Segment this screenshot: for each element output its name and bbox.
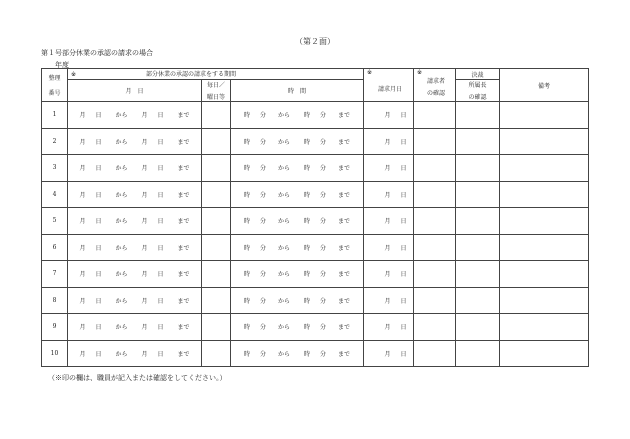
row-number: 9 <box>42 314 68 341</box>
requester-confirm-cell[interactable] <box>414 102 456 129</box>
row-number: 4 <box>42 181 68 208</box>
requester-confirm-cell[interactable] <box>414 208 456 235</box>
remarks-cell[interactable] <box>500 287 589 314</box>
request-date-cell[interactable]: 月 日 <box>364 102 414 129</box>
footnote: （※印の欄は、職員が記入または確認をしてください。） <box>48 374 227 382</box>
request-date-cell[interactable]: 月 日 <box>364 128 414 155</box>
row-number: 10 <box>42 340 68 367</box>
row-number: 7 <box>42 261 68 288</box>
row-number: 1 <box>42 102 68 129</box>
header-dept-head-2: の確認 <box>468 94 487 101</box>
header-weekday-2: 曜日等 <box>206 94 225 101</box>
dept-head-confirm-cell[interactable] <box>456 102 500 129</box>
time-range-cell[interactable]: 時 分 から 時 分 まで <box>231 340 364 367</box>
weekday-cell[interactable] <box>202 208 231 235</box>
remarks-cell[interactable] <box>500 261 589 288</box>
remarks-cell[interactable] <box>500 314 589 341</box>
header-seiri-bango <box>42 69 68 102</box>
request-date-cell[interactable]: 月 日 <box>364 261 414 288</box>
time-range-cell[interactable]: 時 分 から 時 分 まで <box>231 181 364 208</box>
dept-head-confirm-cell[interactable] <box>456 234 500 261</box>
mark-period: ※ <box>71 71 77 78</box>
leave-request-table <box>41 68 589 367</box>
weekday-cell[interactable] <box>202 261 231 288</box>
requester-confirm-cell[interactable] <box>414 287 456 314</box>
requester-confirm-cell[interactable] <box>414 128 456 155</box>
table-row <box>42 287 589 314</box>
weekday-cell[interactable] <box>202 287 231 314</box>
requester-confirm-cell[interactable] <box>414 234 456 261</box>
weekday-cell[interactable] <box>202 234 231 261</box>
requester-confirm-cell[interactable] <box>414 261 456 288</box>
date-range-cell[interactable]: 月 日 から 月 日 まで <box>68 155 202 182</box>
row-number: 2 <box>42 128 68 155</box>
header-weekday <box>202 80 231 102</box>
dept-head-confirm-cell[interactable] <box>456 314 500 341</box>
request-date-cell[interactable]: 月 日 <box>364 155 414 182</box>
requester-confirm-cell[interactable] <box>414 340 456 367</box>
dept-head-confirm-cell[interactable] <box>456 287 500 314</box>
dept-head-confirm-cell[interactable] <box>456 208 500 235</box>
date-range-cell[interactable]: 月 日 から 月 日 まで <box>68 208 202 235</box>
form-title: 第１号部分休業の承認の請求の場合 <box>41 49 153 57</box>
date-range-cell[interactable]: 月 日 から 月 日 まで <box>68 314 202 341</box>
requester-confirm-cell[interactable] <box>414 314 456 341</box>
dept-head-confirm-cell[interactable] <box>456 181 500 208</box>
time-range-cell[interactable]: 時 分 から 時 分 まで <box>231 314 364 341</box>
row-number: 6 <box>42 234 68 261</box>
header-request-date <box>364 69 414 102</box>
table-row <box>42 314 589 341</box>
table-row <box>42 155 589 182</box>
remarks-cell[interactable] <box>500 102 589 129</box>
table-row <box>42 340 589 367</box>
header-remarks: 備考 <box>500 69 589 102</box>
time-range-cell[interactable]: 時 分 から 時 分 まで <box>231 128 364 155</box>
time-range-cell[interactable]: 時 分 から 時 分 まで <box>231 155 364 182</box>
dept-head-confirm-cell[interactable] <box>456 128 500 155</box>
remarks-cell[interactable] <box>500 234 589 261</box>
header-requester-2: の確認 <box>427 90 446 97</box>
date-range-cell[interactable]: 月 日 から 月 日 まで <box>68 128 202 155</box>
time-range-cell[interactable]: 時 分 から 時 分 まで <box>231 287 364 314</box>
weekday-cell[interactable] <box>202 102 231 129</box>
remarks-cell[interactable] <box>500 208 589 235</box>
header-time: 時 間 <box>231 80 364 102</box>
requester-confirm-cell[interactable] <box>414 155 456 182</box>
date-range-cell[interactable]: 月 日 から 月 日 まで <box>68 340 202 367</box>
header-section-title: 部分休業の承認の請求をする期間 <box>145 71 236 78</box>
header-month-day: 月 日 <box>68 80 202 102</box>
table-row <box>42 234 589 261</box>
header-weekday-1: 毎日／ <box>206 82 225 89</box>
remarks-cell[interactable] <box>500 128 589 155</box>
weekday-cell[interactable] <box>202 181 231 208</box>
table-row <box>42 181 589 208</box>
requester-confirm-cell[interactable] <box>414 181 456 208</box>
time-range-cell[interactable]: 時 分 から 時 分 まで <box>231 234 364 261</box>
header-dept-head-1: 所属長 <box>468 82 487 89</box>
header-seiri: 整理 <box>48 75 61 82</box>
weekday-cell[interactable] <box>202 314 231 341</box>
date-range-cell[interactable]: 月 日 から 月 日 まで <box>68 261 202 288</box>
dept-head-confirm-cell[interactable] <box>456 155 500 182</box>
time-range-cell[interactable]: 時 分 から 時 分 まで <box>231 102 364 129</box>
date-range-cell[interactable]: 月 日 から 月 日 まで <box>68 287 202 314</box>
time-range-cell[interactable]: 時 分 から 時 分 まで <box>231 208 364 235</box>
date-range-cell[interactable]: 月 日 から 月 日 まで <box>68 102 202 129</box>
fiscal-year-text: 年度 <box>55 61 69 69</box>
table-row <box>42 128 589 155</box>
row-number: 5 <box>42 208 68 235</box>
remarks-cell[interactable] <box>500 181 589 208</box>
row-number: 3 <box>42 155 68 182</box>
page-label: （第２面） <box>295 37 335 46</box>
dept-head-confirm-cell[interactable] <box>456 261 500 288</box>
table-row <box>42 102 589 129</box>
remarks-cell[interactable] <box>500 155 589 182</box>
dept-head-confirm-cell[interactable] <box>456 340 500 367</box>
mark-request-date: ※ <box>367 69 373 76</box>
header-request-date-label: 請求月日 <box>378 86 403 93</box>
header-approval: 決裁 <box>456 69 500 80</box>
date-range-cell[interactable]: 月 日 から 月 日 まで <box>68 234 202 261</box>
request-date-cell[interactable]: 月 日 <box>364 181 414 208</box>
header-requester-1: 請求者 <box>427 78 446 85</box>
weekday-cell[interactable] <box>202 340 231 367</box>
request-date-cell[interactable]: 月 日 <box>364 208 414 235</box>
request-date-cell[interactable]: 月 日 <box>364 287 414 314</box>
request-date-cell[interactable]: 月 日 <box>364 340 414 367</box>
request-date-cell[interactable]: 月 日 <box>364 234 414 261</box>
header-bango: 番号 <box>48 90 61 97</box>
row-number: 8 <box>42 287 68 314</box>
request-date-cell[interactable]: 月 日 <box>364 314 414 341</box>
mark-requester: ※ <box>417 69 423 76</box>
weekday-cell[interactable] <box>202 128 231 155</box>
weekday-cell[interactable] <box>202 155 231 182</box>
remarks-cell[interactable] <box>500 340 589 367</box>
header-dept-head <box>456 80 500 102</box>
time-range-cell[interactable]: 時 分 から 時 分 まで <box>231 261 364 288</box>
table-row <box>42 208 589 235</box>
date-range-cell[interactable]: 月 日 から 月 日 まで <box>68 181 202 208</box>
header-requester <box>414 69 456 102</box>
table-row <box>42 261 589 288</box>
header-period <box>68 69 364 80</box>
